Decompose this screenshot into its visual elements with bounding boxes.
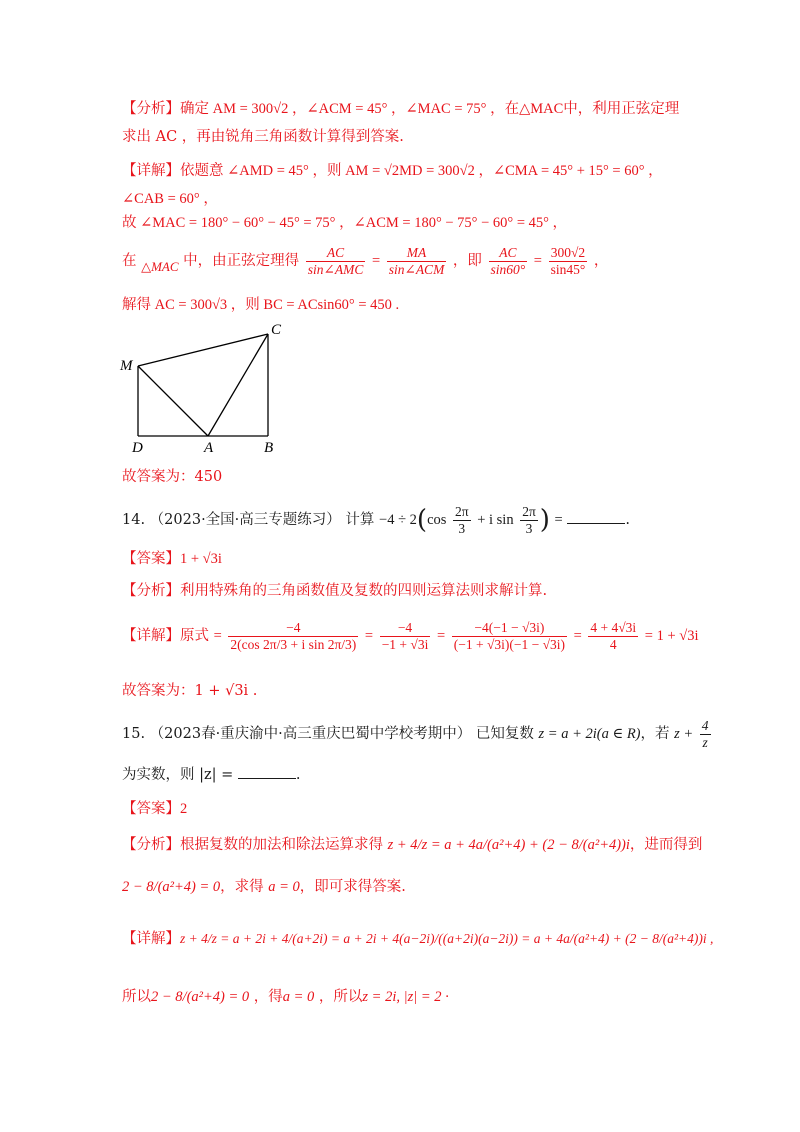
fraction: $\frac{300√2}{\sin 45^\circ}$: [550, 244, 586, 277]
figure-label-d: D: [132, 440, 143, 456]
fraction: $\frac{-4}{-1 + √3i}$: [381, 619, 429, 652]
q14-final-answer: 故答案为：1 + √3i .: [122, 683, 258, 699]
q15-source: （2023春·重庆渝中·高三重庆巴蜀中学校考期中）: [149, 726, 472, 742]
q13-detail-line3: 故 ∠MAC = 180° − 60° − 45° = 75° ，∠ACM = 180° − 75° − 60° = 45° ，: [122, 215, 568, 231]
q15-number: 15.: [122, 726, 146, 742]
fraction: $\frac{-4}{\text{2(cos 2π/3 + i sin 2π/3)}}$: [230, 619, 357, 652]
q14-detail-line: 【详解】原式 = $\frac{-4}{\text{2(cos 2π/3 + i sin 2π/3)}}$ = $\frac{-4}{-1 + √3i}$ = $\frac{-4(-1 - √3i)}{(-1 + √3i)(-1 - √3i)}$ = $\frac{4 + 4√3i}{4}$ = 1 + √3i: [122, 619, 699, 652]
fraction: $\frac{2\pi}{3}$: [522, 503, 536, 536]
q14-stem: 14. （2023·全国·高三专题练习） 计算 −4 ÷ 2(cos $\frac{2\pi}{3}$ + i sin $\frac{2\pi}{3}$ ) = .: [122, 503, 630, 536]
fraction: $\frac{AC}{\sin 60^\circ}$: [490, 244, 526, 277]
q13-analysis-line2: 求出 AC ，再由锐角三角函数计算得到答案.: [122, 129, 404, 145]
fraction: $\frac{AC}{\text{sin∠AMC}}$: [307, 244, 364, 277]
fraction: $\frac{2\pi}{3}$: [455, 503, 469, 536]
fraction: $\frac{-4(-1 - √3i)}{(-1 + √3i)(-1 - √3i)}$: [453, 619, 565, 652]
fraction: $\frac{MA}{\text{sin∠ACM}}$: [388, 244, 445, 277]
q14-source: （2023·全国·高三专题练习）: [149, 512, 341, 528]
figure-label-b: B: [264, 440, 274, 456]
q15-stem-line1: 15. （2023春·重庆渝中·高三重庆巴蜀中学校考期中） 已知复数 z = a + 2i(a ∈ R)，若 z + $\frac{4}{z}$: [122, 717, 709, 750]
q13-detail-line1: 【详解】依题意 ∠AMD = 45° ，则 AM = √2MD = 300√2 ，∠CMA = 45° + 15° = 60° ，: [122, 163, 663, 179]
answer-blank: [238, 764, 296, 779]
q13-detail-line2: ∠CAB = 60° ，: [122, 191, 218, 207]
q14-number: 14.: [122, 512, 146, 528]
figure-label-c: C: [271, 322, 282, 338]
q15-analysis-line1: 【分析】根据复数的加法和除法运算求得 z + 4/z = a + 4a/(a²+4) + (2 − 8/(a²+4))i，进而得到: [122, 837, 703, 853]
q15-detail-line: 【详解】z + 4/z = a + 2i + 4/(a+2i) = a + 2i + 4(a−2i)/((a+2i)(a−2i)) = a + 4a/(a²+4) + (2 − 8/(a²+4))i ,: [122, 931, 714, 947]
q13-geometry-figure: [116, 320, 296, 460]
q15-final-line: 所以2 − 8/(a²+4) = 0 ，得a = 0 ，所以z = 2i, |z| = 2 ·: [122, 989, 449, 1005]
q15-stem-line2: 为实数，则 |z| = .: [122, 764, 301, 786]
q14-answer-line: 【答案】1 + √3i: [122, 551, 222, 567]
q13-analysis-line1: 【分析】确定 AM = 300√2 ，∠ACM = 45° ，∠MAC = 75° ，在△MAC中，利用正弦定理: [122, 101, 680, 117]
answer-blank: [567, 509, 625, 524]
q15-analysis-line2: 2 − 8/(a²+4) = 0，求得 a = 0，即可求得答案.: [122, 879, 406, 895]
fraction: $\frac{4}{z}$: [701, 717, 709, 750]
q13-detail-tag: 【详解】: [122, 163, 180, 179]
q13-final-answer: 故答案为：450: [122, 469, 223, 485]
figure-label-a: A: [204, 440, 214, 456]
fraction: $\frac{4 + 4√3i}{4}$: [590, 619, 637, 652]
q13-detail-line5: 解得 AC = 300√3 ，则 BC = ACsin60° = 450 .: [122, 297, 400, 313]
q13-detail-line4: 在 △MAC 中，由正弦定理得 $\frac{AC}{\text{sin∠AMC}}$ = $\frac{MA}{\text{sin∠ACM}}$ ，即 $\frac{AC}{\sin 60^\circ}$ = $\frac{300√2}{\sin 45^\circ}$ ，: [122, 244, 609, 277]
figure-label-m: M: [120, 358, 133, 374]
q15-answer-line: 【答案】2: [122, 801, 188, 817]
q13-analysis-tag: 【分析】: [122, 101, 180, 117]
q14-analysis-line: 【分析】利用特殊角的三角函数值及复数的四则运算法则求解计算.: [122, 583, 548, 599]
